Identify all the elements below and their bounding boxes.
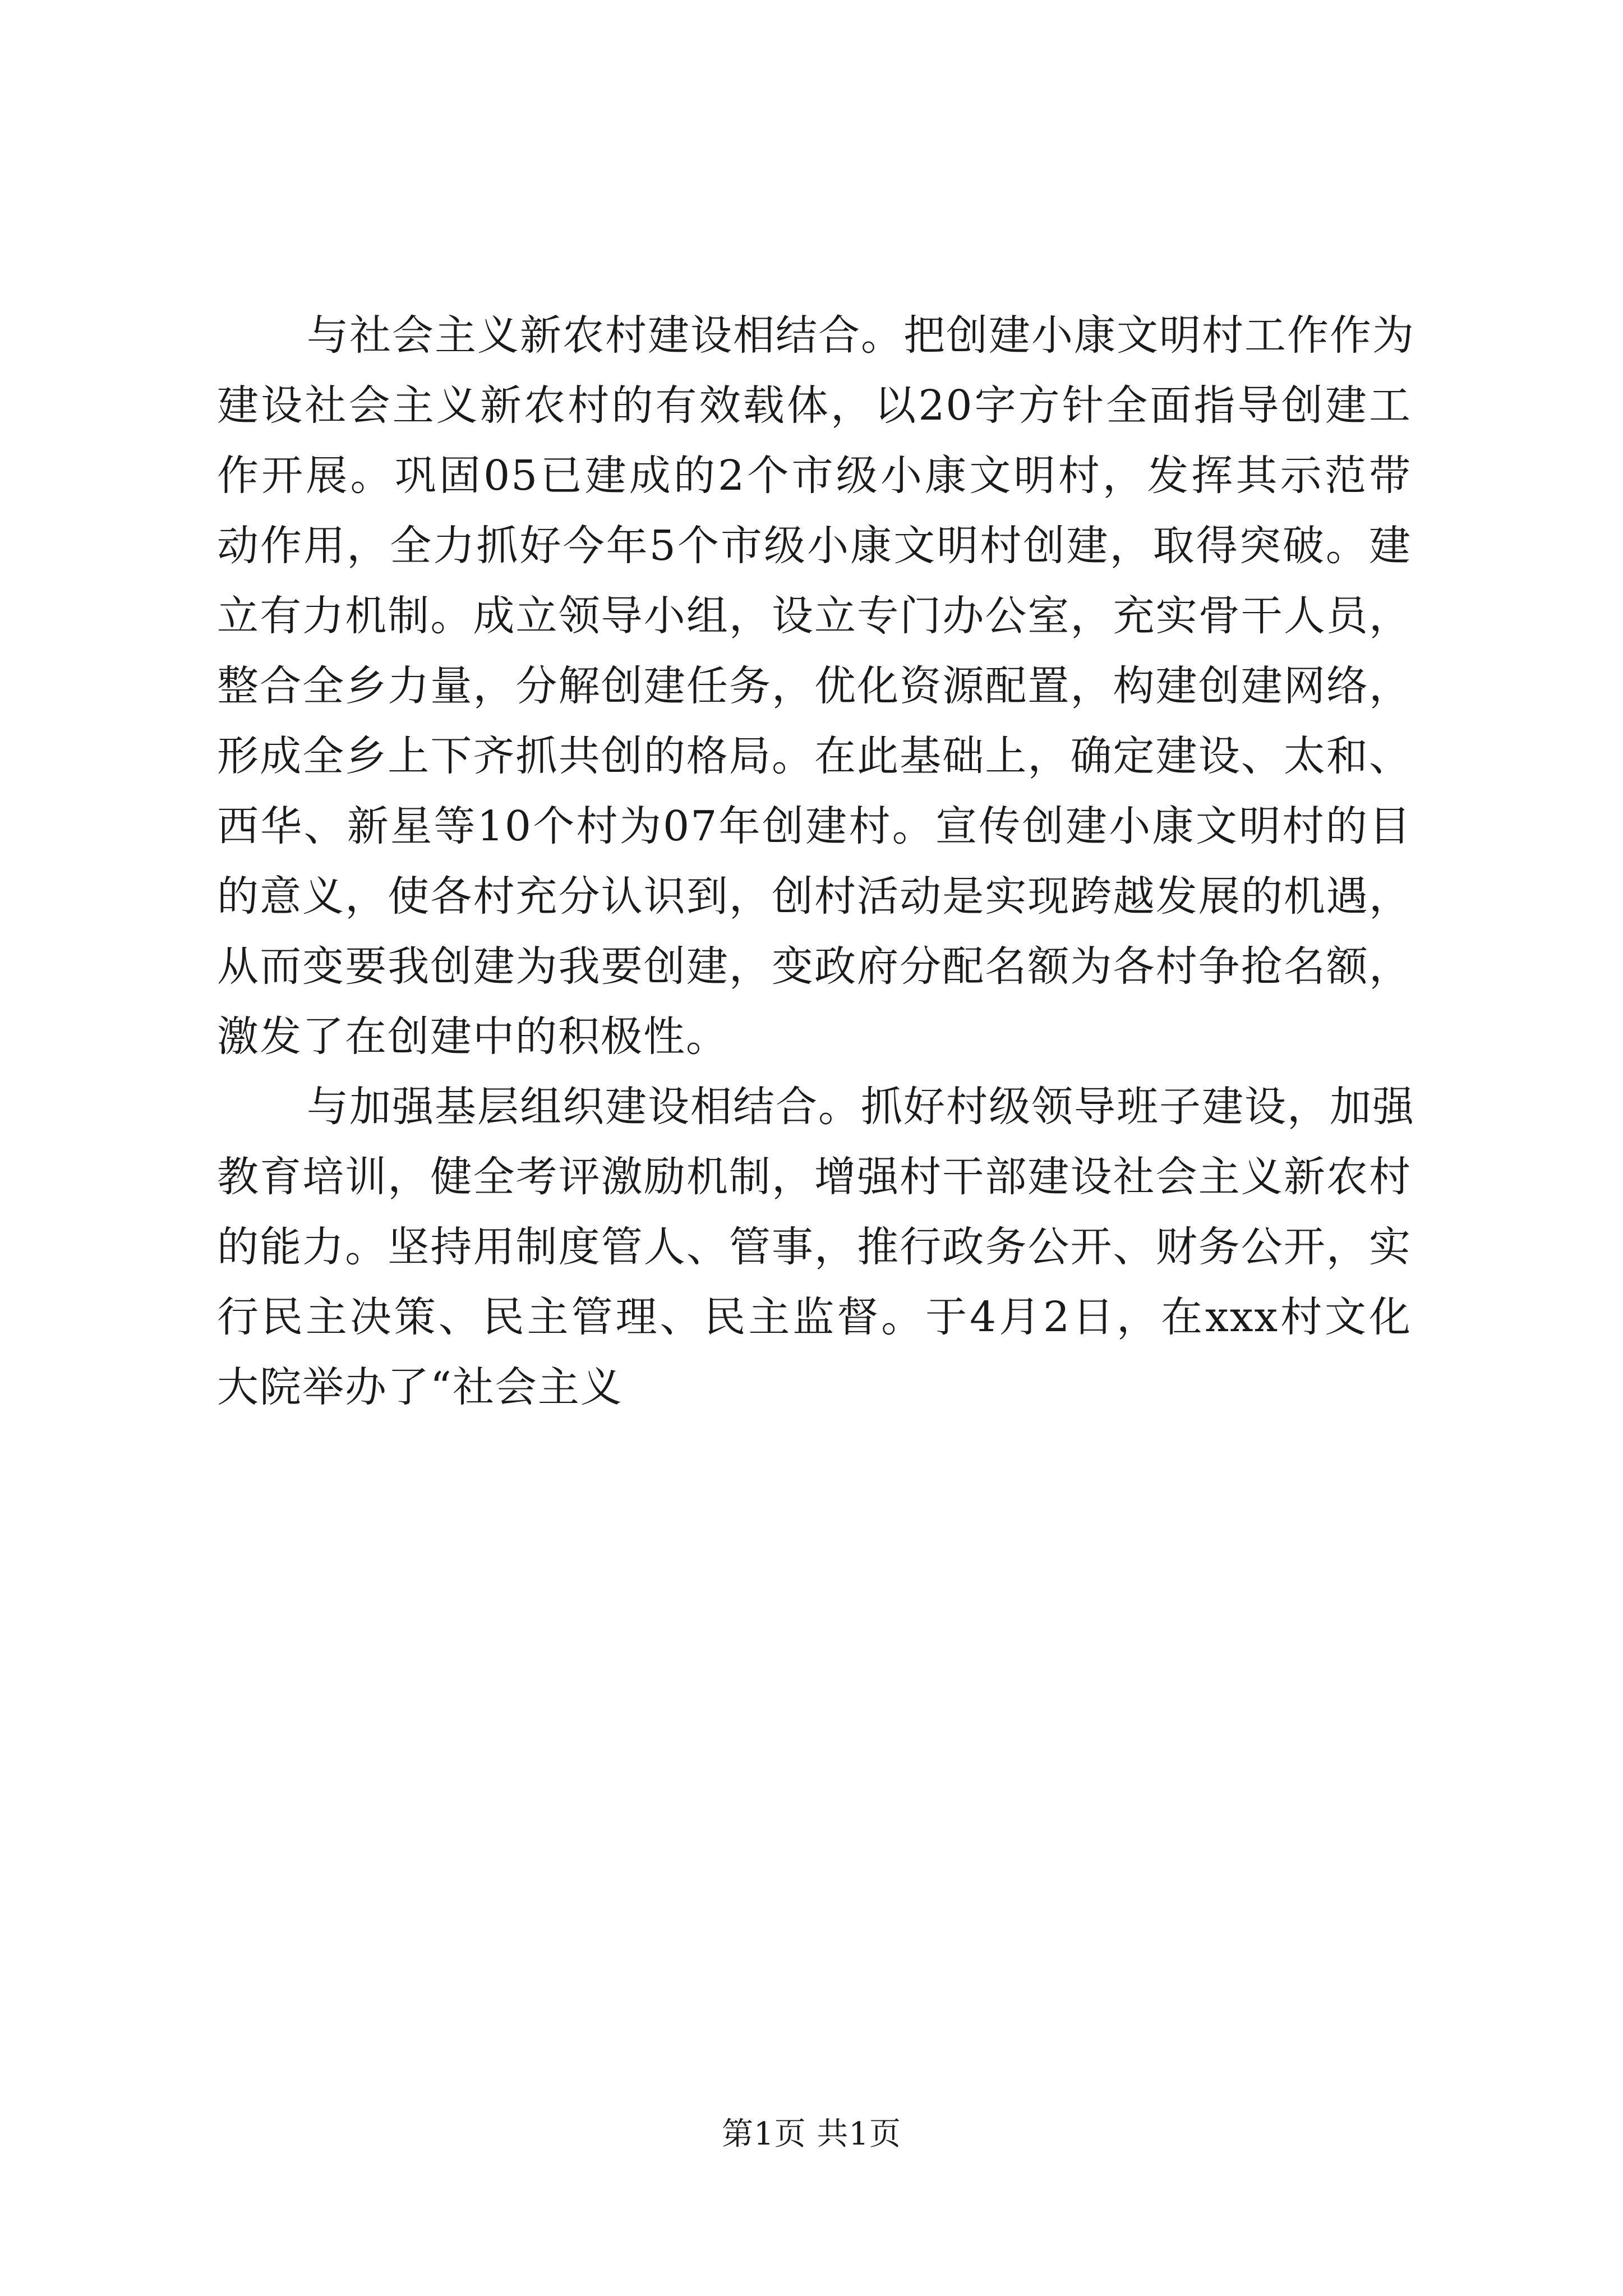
page-footer: 第1页 共1页 — [721, 2116, 902, 2152]
text-line: 从而变要我创建为我要创建，变政府分配名额为各村争抢名额， — [217, 942, 1412, 991]
text-line: 与社会主义新农村建设相结合。把创建小康文明村工作作为 — [307, 311, 1415, 360]
text-line: 的能力。坚持用制度管人、管事，推行政务公开、财务公开，实 — [217, 1223, 1412, 1271]
text-line: 形成全乡上下齐抓共创的格局。在此基础上，确定建设、太和、 — [217, 732, 1412, 780]
paragraph-1 — [217, 301, 1415, 1072]
text-line: 行民主决策、民主管理、民主监督。于4月2日，在xxx村文化 — [217, 1293, 1412, 1341]
text-line: 动作用，全力抓好今年5个市级小康文明村创建，取得突破。建 — [217, 522, 1412, 570]
text-line: 立有力机制。成立领导小组，设立专门办公室，充实骨干人员， — [217, 592, 1412, 640]
text-line: 与加强基层组织建设相结合。抓好村级领导班子建设，加强 — [307, 1083, 1415, 1131]
text-line: 西华、新星等10个村为07年创建村。宣传创建小康文明村的目 — [217, 802, 1412, 850]
text-line: 建设社会主义新农村的有效载体，以20字方针全面指导创建工 — [217, 381, 1412, 430]
text-line: 教育培训，健全考评激励机制，增强村干部建设社会主义新农村 — [217, 1153, 1412, 1201]
text-line: 大院举办了“社会主义 — [217, 1363, 623, 1411]
text-line: 的意义，使各村充分认识到，创村活动是实现跨越发展的机遇， — [217, 872, 1412, 921]
document-body — [217, 301, 1415, 1423]
text-line: 激发了在创建中的积极性。 — [217, 1013, 728, 1061]
text-line: 作开展。巩固05已建成的2个市级小康文明村，发挥其示范带 — [217, 452, 1412, 500]
text-line: 整合全乡力量，分解创建任务，优化资源配置，构建创建网络， — [217, 662, 1412, 710]
paragraph-2 — [217, 1072, 1415, 1423]
